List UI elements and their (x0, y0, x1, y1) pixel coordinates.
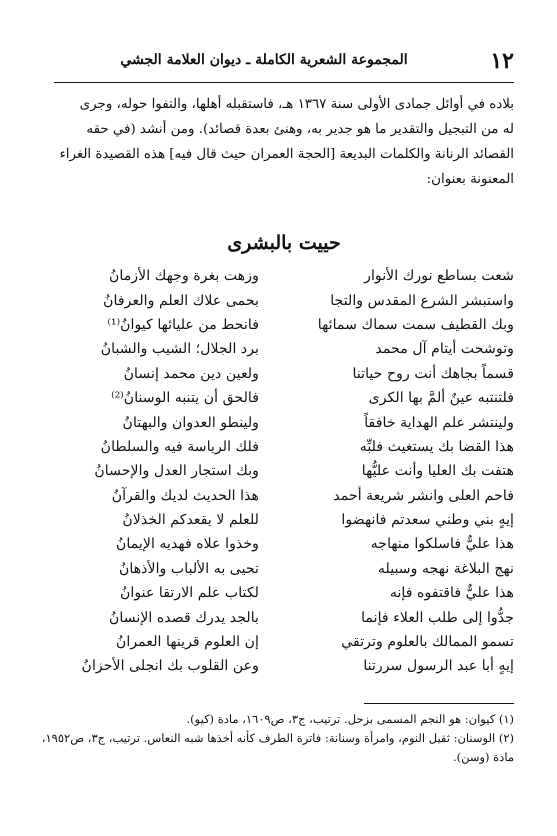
header-rule (54, 82, 514, 83)
verse-first-hemistich: إيهٍ بني وطني سعدتم فانهضوا (341, 512, 514, 529)
verse-first-hemistich: هتفت بك العليا وأنت عليُّها (361, 463, 514, 480)
footnote: (١) كيوان: هو النجم المسمى بزحل. ترتيب، ج٣، ص١٦٠٩، مادة (كيو). (186, 712, 514, 726)
verse-row (54, 532, 514, 556)
verse-second-hemistich: وبك استجار العدل والإحسانُ (94, 463, 259, 480)
intro-line: له من التبجيل والتقدير ما هو جدير به، وهنئ بعدة قصائد). ومن أنشد (في حقه (86, 122, 514, 137)
verse-row (54, 337, 514, 361)
poem-verses (54, 264, 514, 679)
verse-row (54, 484, 514, 508)
verse-second-hemistich: بحمى علاك العلم والعرفانُ (103, 292, 259, 309)
verse-row (54, 508, 514, 532)
verse-second-hemistich: فلك الرياسة فيه والسلطانُ (100, 438, 259, 455)
verse-second-hemistich: للعلم لا يقعدكم الخذلانُ (122, 512, 259, 529)
verse-row (54, 605, 514, 629)
verse-first-hemistich: وتوشحت أيتام آل محمد (375, 341, 514, 358)
verse-second-hemistich: وزهت بغرة وجهك الأزمانُ (108, 268, 259, 285)
verse-row (54, 557, 514, 581)
verse-row (54, 630, 514, 654)
footnote-separator (364, 703, 514, 704)
verse-first-hemistich: قسماً بجاهك أنت روح حياتنا (352, 365, 514, 382)
footnotes (41, 710, 514, 767)
verse-row (54, 654, 514, 678)
verse-second-hemistich: تحيى به الألباب والأذهانُ (118, 560, 259, 577)
verse-second-hemistich: فالحق أن يتنبه الوسنانُ⁽²⁾ (111, 390, 259, 407)
verse-first-hemistich: نهج البلاغة نهجه وسبيله (377, 560, 514, 577)
verse-first-hemistich: فلتنتبه عينٌ ألمَّ بها الكرى (368, 390, 514, 407)
verse-row (54, 386, 514, 410)
verse-first-hemistich: شعت بساطع نورك الأنوار (364, 268, 514, 285)
verse-first-hemistich: إيهٍ أبا عبد الرسول سررتنا (363, 658, 514, 675)
verse-first-hemistich: جدُّوا إلى طلب العلاء فإنما (361, 609, 514, 626)
verse-first-hemistich: ولينتشر علم الهداية خافقاً (364, 414, 514, 431)
verse-first-hemistich: فاحم العلى وانشر شريعة أحمد (333, 487, 514, 504)
verse-row (54, 288, 514, 312)
verse-row (54, 313, 514, 337)
verse-row (54, 264, 514, 288)
verse-second-hemistich: لكتاب علم الارتقا عنوانُ (119, 585, 259, 602)
verse-second-hemistich: وخذوا علاه فهديه الإيمانُ (115, 536, 259, 553)
verse-first-hemistich: وبك القطيف سمت سماك سمائها (317, 316, 514, 333)
verse-first-hemistich: تسمو الممالك بالعلوم وترتقي (341, 634, 514, 651)
verse-second-hemistich: إن العلوم قرينها العمرانُ (115, 634, 259, 651)
verse-second-hemistich: هذا الحديث لديك والقرآنُ (111, 487, 259, 504)
footnote: مادة (وسن). (452, 750, 514, 764)
verse-second-hemistich: ولينطو العدوان والبهتانُ (122, 414, 259, 431)
poem-title: حييت بالبشرى (227, 232, 341, 254)
verse-second-hemistich: وعن القلوب بك انجلى الأحزانُ (81, 658, 259, 675)
page-header (54, 44, 514, 80)
verse-second-hemistich: برد الجلال؛ الشيب والشبانُ (100, 341, 259, 358)
verse-row (54, 581, 514, 605)
verse-second-hemistich: فانحط من عليائها كيوانُ⁽¹⁾ (107, 316, 259, 333)
verse-row (54, 435, 514, 459)
verse-row (54, 362, 514, 386)
running-title: المجموعة الشعرية الكاملة ـ ديوان العلامة الجشي (120, 52, 408, 68)
intro-line: القصائد الرنانة والكلمات البديعة [الحجة العمران حيث قال فيه] هذه القصيدة الغراء (59, 147, 514, 162)
verse-first-hemistich: هذا عليٌّ فاسلكوا منهاجه (370, 536, 514, 553)
verse-row (54, 459, 514, 483)
verse-first-hemistich: هذا القضا بك يستغيث فلبِّه (359, 438, 514, 455)
intro-line: بلاده في أوائل جمادى الأولى سنة ١٣٦٧ هـ، فاستقبله أهلها، والتفوا حوله، وجرى (79, 97, 514, 112)
intro-paragraph (54, 92, 514, 192)
footnote: (٢) الوسنان: ثقيل النوم، وامرأة وسنانة: فاترة الطرف كأنه أخذها شبه النعاس. ترتيب، ج٣، ص١٩٥٢، (41, 731, 514, 745)
intro-line: المعنونة بعنوان: (426, 172, 514, 187)
verse-second-hemistich: بالجد يدرك قصده الإنسانُ (108, 609, 259, 626)
verse-first-hemistich: هذا عليٌّ فاقتفوه فإنه (389, 585, 514, 602)
verse-first-hemistich: واستبشر الشرع المقدس والتجا (330, 292, 514, 309)
verse-second-hemistich: ولعين دين محمد إنسانُ (123, 365, 259, 382)
verse-row (54, 410, 514, 434)
page-number: ١٢ (490, 48, 514, 74)
